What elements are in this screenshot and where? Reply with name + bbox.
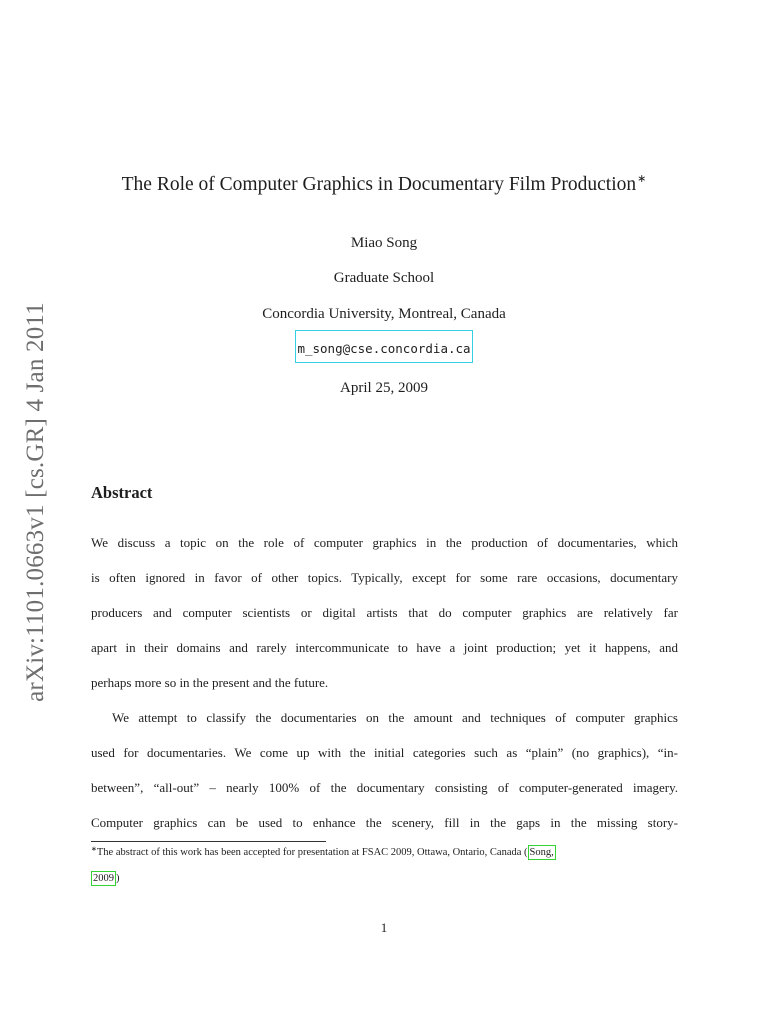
author-affiliation-university: Concordia University, Montreal, Canada <box>262 306 506 322</box>
footnote-mark: ∗ <box>91 845 97 853</box>
citation-link-year[interactable]: 2009 <box>93 873 114 884</box>
footnote-line-1 <box>91 845 681 858</box>
author-email-link[interactable]: m_song@cse.concordia.ca <box>295 330 472 363</box>
abstract-p2-line-3: between”, “all-out” – nearly 100% of the documentary consisting of computer-generated imagery. <box>91 780 678 795</box>
abstract-p1-line-4: apart in their domains and rarely intercommunicate to have a joint production; yet it happens, and <box>91 640 678 655</box>
footnote-line-2 <box>91 873 681 884</box>
footnote-close: ) <box>116 873 120 884</box>
footnote-rule <box>91 841 326 842</box>
abstract-p2-line-4: Computer graphics can be used to enhance the scenery, fill in the gaps in the missing story- <box>91 815 678 830</box>
paper-date: April 25, 2009 <box>340 380 428 396</box>
page-number: 1 <box>380 920 388 935</box>
abstract-p2-line-2: used for documentaries. We come up with the initial categories such as “plain” (no graphics), “in- <box>91 745 678 760</box>
abstract-p1-line-1: We discuss a topic on the role of computer graphics in the production of documentaries, which <box>91 535 678 550</box>
paper-title <box>0 172 768 196</box>
author-name: Miao Song <box>350 235 418 251</box>
abstract-p1-line-5: perhaps more so in the present and the future. <box>91 675 329 690</box>
abstract-heading: Abstract <box>91 483 153 502</box>
author-email-row <box>0 330 768 363</box>
abstract-p2-line-1: We attempt to classify the documentaries on the amount and techniques of computer graphics <box>112 710 678 725</box>
title-footnote-mark[interactable]: ∗ <box>637 173 647 185</box>
citation-link-song[interactable]: Song, <box>529 847 554 858</box>
abstract-p1-line-3: producers and computer scientists or digital artists that do computer graphics are relatively far <box>91 605 678 620</box>
author-affiliation-school: Graduate School <box>333 270 435 286</box>
abstract-p1-line-2: is often ignored in favor of other topics. Typically, except for some rare occasions, documentary <box>91 570 678 585</box>
footnote-text: The abstract of this work has been accepted for presentation at FSAC 2009, Ottawa, Ontario, Canada ( <box>96 847 528 858</box>
arxiv-side-stamp: arXiv:1101.0663v1 [cs.GR] 4 Jan 2011 <box>22 302 49 702</box>
paper-title-text: The Role of Computer Graphics in Documentary Film Production <box>121 174 637 195</box>
